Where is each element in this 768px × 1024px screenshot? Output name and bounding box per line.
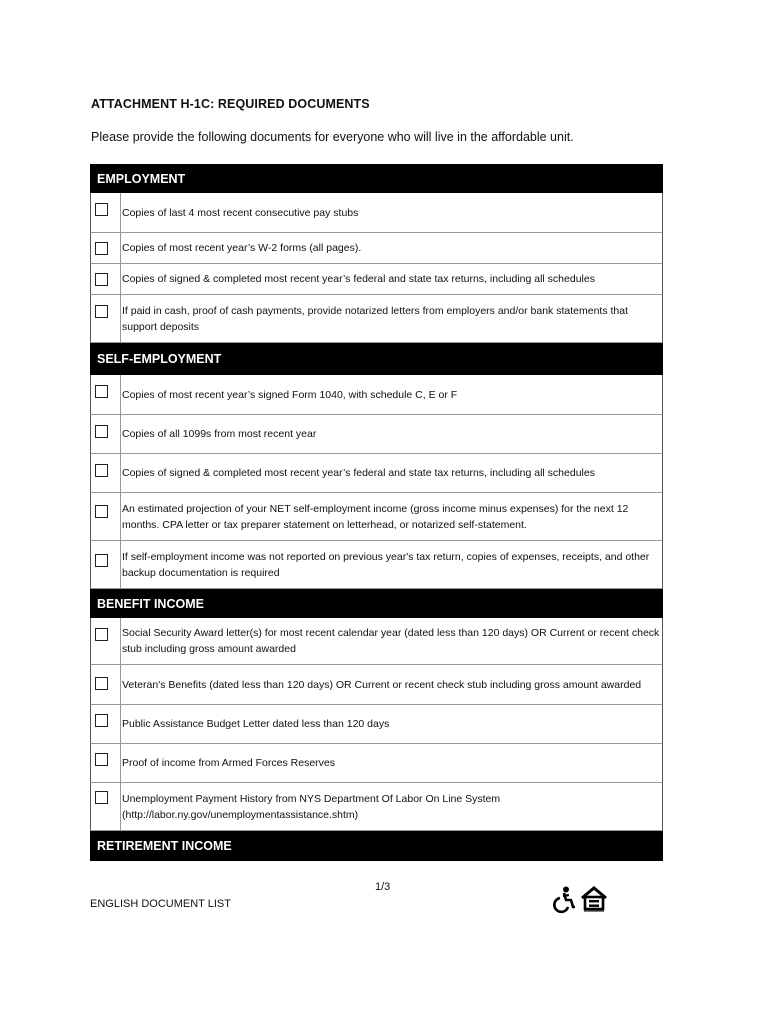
item-text: Copies of signed & completed most recent year’s federal and state tax returns, including all schedules — [122, 467, 595, 479]
item-text: Copies of signed & completed most recent year’s federal and state tax returns, including all schedules — [122, 273, 595, 285]
checklist-row — [90, 193, 663, 233]
checkbox[interactable] — [95, 385, 108, 398]
checklist-row — [90, 295, 663, 343]
item-text: Veteran's Benefits (dated less than 120 days) OR Current or recent check stub including gross amount awarded — [122, 678, 642, 691]
checkbox[interactable] — [95, 791, 108, 804]
checkbox[interactable] — [95, 464, 108, 477]
checkbox[interactable] — [95, 305, 108, 318]
checklist-row — [90, 454, 663, 493]
item-text: Unemployment Payment History from NYS Department Of Labor On Line System (http://labor.ny.gov/unemploymentassistance.shtm) — [122, 792, 501, 821]
checklist-row — [90, 233, 663, 264]
checklist-row — [90, 783, 663, 831]
checkbox[interactable] — [95, 677, 108, 690]
item-text: An estimated projection of your NET self-employment income (gross income minus expenses) for the next 12 months. CPA letter or tax preparer statement on letterhead, or notarized self-statement. — [122, 502, 629, 531]
section-title: RETIREMENT INCOME — [97, 839, 232, 853]
page-number: 1/3 — [375, 881, 391, 893]
item-text: Copies of all 1099s from most recent year — [122, 428, 317, 440]
item-text: Public Assistance Budget Letter dated less than 120 days — [122, 718, 390, 730]
checklist-row — [90, 493, 663, 541]
checklist-row — [90, 744, 663, 783]
equal-housing-opportunity-icon — [580, 886, 608, 914]
item-text: Proof of income from Armed Forces Reserves — [122, 757, 335, 769]
checklist-row — [90, 264, 663, 295]
checkbox[interactable] — [95, 203, 108, 216]
section-header-retirement-income — [90, 831, 663, 861]
item-text: Copies of most recent year’s W-2 forms (all pages). — [122, 242, 362, 254]
item-text: Copies of last 4 most recent consecutive pay stubs — [122, 206, 359, 219]
checkbox[interactable] — [95, 425, 108, 438]
item-text: Copies of most recent year’s signed Form 1040, with schedule C, E or F — [122, 388, 458, 401]
item-text: Social Security Award letter(s) for most recent calendar year (dated less than 120 days) OR Current or recent check stub including gross amount awarded — [122, 627, 660, 655]
checklist-row — [90, 375, 663, 415]
checkbox[interactable] — [95, 628, 108, 641]
document-checklist-table — [90, 164, 663, 861]
wheelchair-accessibility-icon — [552, 886, 576, 914]
checkbox[interactable] — [95, 505, 108, 518]
document-list-label: ENGLISH DOCUMENT LIST — [90, 898, 231, 910]
instructions-text: Please provide the following documents for everyone who will live in the affordable unit. — [91, 130, 574, 144]
checklist-row — [90, 665, 663, 705]
section-header-self-employment — [90, 343, 663, 375]
checklist-row — [90, 541, 663, 589]
checkbox[interactable] — [95, 753, 108, 766]
checkbox[interactable] — [95, 273, 108, 286]
checkbox[interactable] — [95, 714, 108, 727]
section-title: SELF-EMPLOYMENT — [97, 352, 222, 366]
section-header-benefit-income — [90, 589, 663, 618]
item-text: If self-employment income was not reported on previous year's tax return, copies of expenses, receipts, and other backup documentation is required — [122, 550, 650, 579]
item-text: If paid in cash, proof of cash payments, provide notarized letters from employers and/or bank statements that support deposits — [122, 304, 629, 333]
checklist-row — [90, 415, 663, 454]
section-title: BENEFIT INCOME — [97, 596, 204, 611]
page-title: ATTACHMENT H-1C: REQUIRED DOCUMENTS — [91, 97, 370, 111]
section-header-employment — [90, 164, 663, 193]
checklist-row — [90, 705, 663, 744]
footer-logos — [552, 886, 608, 914]
checkbox[interactable] — [95, 554, 108, 567]
checklist-row — [90, 618, 663, 665]
section-title: EMPLOYMENT — [97, 171, 186, 186]
checkbox[interactable] — [95, 242, 108, 255]
